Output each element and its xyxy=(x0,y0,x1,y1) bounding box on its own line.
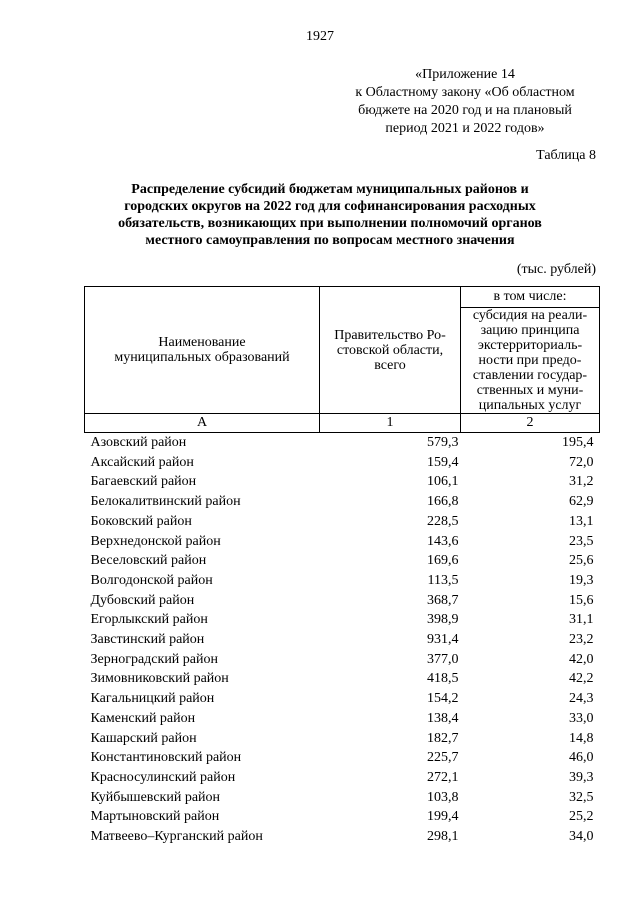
municipality-name-cell: Красносулинский район xyxy=(90,769,236,785)
table-row xyxy=(85,689,600,709)
subsidy-amount-cell: 24,3 xyxy=(569,691,594,707)
subsidy-amount-cell: 46,0 xyxy=(569,750,594,766)
municipality-name-cell: Куйбышевский район xyxy=(90,789,221,805)
total-amount-cell: 143,6 xyxy=(427,533,459,549)
subsidy-amount-cell: 25,2 xyxy=(569,809,594,825)
table-row xyxy=(85,610,600,630)
table-row xyxy=(85,551,600,571)
table-header xyxy=(85,287,600,433)
header-line: всего xyxy=(374,357,406,373)
header-line: зацию принципа xyxy=(480,323,580,338)
table-row xyxy=(85,630,600,650)
municipality-name-cell: Верхнедонской район xyxy=(90,533,221,549)
table-row xyxy=(85,748,600,768)
total-amount-cell: 298,1 xyxy=(427,829,459,845)
municipality-name-cell: Егорлыкский район xyxy=(90,612,208,628)
subsidy-amount-cell: 42,0 xyxy=(569,651,594,667)
subsidy-amount-cell: 14,8 xyxy=(569,730,594,746)
appendix-line: период 2021 и 2022 годов» xyxy=(385,121,545,136)
subsidy-amount-cell: 33,0 xyxy=(569,710,594,726)
title-line: местного самоуправления по вопросам местного значения xyxy=(145,233,515,248)
header-municipality-name xyxy=(85,287,320,414)
table-row xyxy=(85,709,600,729)
table-row xyxy=(85,807,600,827)
total-amount-cell: 272,1 xyxy=(427,769,459,785)
subsidy-amount-cell: 13,1 xyxy=(569,513,594,529)
table-row xyxy=(85,453,600,473)
municipality-name-cell: Азовский район xyxy=(90,435,187,450)
table-row xyxy=(85,591,600,611)
municipality-name-cell: Кашарский район xyxy=(90,730,197,746)
table-body xyxy=(85,433,600,847)
municipality-name-cell: Константиновский район xyxy=(90,750,242,766)
total-amount-cell: 199,4 xyxy=(427,809,459,825)
total-amount-cell: 113,5 xyxy=(427,572,459,588)
table-row xyxy=(85,512,600,532)
total-amount-cell: 931,4 xyxy=(427,632,459,648)
header-line: ности при предо- xyxy=(478,353,582,368)
header-line: муниципальных образований xyxy=(114,350,290,365)
municipality-name-cell: Боковский район xyxy=(90,513,192,529)
subsidy-amount-cell: 32,5 xyxy=(569,789,594,805)
header-line: Наименование xyxy=(158,335,246,350)
appendix-line: бюджете на 2020 год и на плановый xyxy=(358,103,572,118)
municipality-name-cell: Каменский район xyxy=(90,710,196,726)
municipality-name-cell: Белокалитвинский район xyxy=(90,494,241,510)
subsidy-amount-cell: 25,6 xyxy=(569,553,594,569)
subsidy-amount-cell: 15,6 xyxy=(569,592,594,608)
table-row xyxy=(85,827,600,847)
header-line: ставлении государ- xyxy=(472,368,588,383)
table-row xyxy=(85,571,600,591)
subsidy-table xyxy=(84,286,600,847)
total-amount-cell: 159,4 xyxy=(427,454,459,470)
municipality-name-cell: Мартыновский район xyxy=(90,809,220,825)
subsidy-amount-cell: 72,0 xyxy=(569,454,594,470)
header-line: Правительство Ро- xyxy=(334,327,446,343)
municipality-name-cell: Веселовский район xyxy=(90,553,207,569)
subsidy-amount-cell: 23,5 xyxy=(569,533,594,549)
table-row xyxy=(85,433,600,453)
total-amount-cell: 368,7 xyxy=(427,592,459,608)
title-line: обязательств, возникающих при выполнении полномочий органов xyxy=(118,216,542,231)
table-row xyxy=(85,768,600,788)
table-row xyxy=(85,492,600,512)
subsidy-amount-cell: 19,3 xyxy=(569,572,594,588)
title-line: городских округов на 2022 год для софинансирования расходных xyxy=(124,199,536,214)
appendix-reference xyxy=(320,66,610,138)
subsidy-amount-cell: 34,0 xyxy=(569,829,594,845)
subsidy-amount-cell: 195,4 xyxy=(562,435,594,450)
subsidy-amount-cell: 42,2 xyxy=(569,671,594,687)
municipality-name-cell: Волгодонской район xyxy=(90,572,213,588)
total-amount-cell: 182,7 xyxy=(427,730,459,746)
page-number: 1927 xyxy=(306,29,334,44)
total-amount-cell: 103,8 xyxy=(427,789,459,805)
total-amount-cell: 228,5 xyxy=(427,513,459,529)
header-line: субсидия на реали- xyxy=(472,308,588,323)
header-line: ственных и муни- xyxy=(476,383,584,398)
header-government-total xyxy=(320,287,461,414)
subsidy-amount-cell: 31,2 xyxy=(569,474,594,490)
total-amount-cell: 418,5 xyxy=(427,671,459,687)
appendix-line: «Приложение 14 xyxy=(415,67,515,82)
municipality-name-cell: Зимовниковский район xyxy=(90,671,229,687)
table-row xyxy=(85,788,600,808)
table-row xyxy=(85,729,600,749)
header-line: экстерриториаль- xyxy=(477,338,583,353)
municipality-name-cell: Аксайский район xyxy=(90,454,194,470)
total-amount-cell: 106,1 xyxy=(427,474,459,490)
municipality-name-cell: Дубовский район xyxy=(90,592,195,608)
appendix-line: к Областному закону «Об областном xyxy=(355,85,575,100)
total-amount-cell: 166,8 xyxy=(427,494,459,510)
table-row xyxy=(85,650,600,670)
subsidy-amount-cell: 62,9 xyxy=(569,494,594,510)
total-amount-cell: 154,2 xyxy=(427,691,459,707)
table-row xyxy=(85,669,600,689)
header-line: ципальных услуг xyxy=(478,398,582,413)
table-row xyxy=(85,472,600,492)
total-amount-cell: 169,6 xyxy=(427,553,459,569)
total-amount-cell: 398,9 xyxy=(427,612,459,628)
total-amount-cell: 138,4 xyxy=(427,710,459,726)
units-label: (тыс. рублей) xyxy=(516,262,596,277)
header-including: в том числе: xyxy=(461,287,600,308)
total-amount-cell: 225,7 xyxy=(427,750,459,766)
municipality-name-cell: Зерноградский район xyxy=(90,651,218,667)
title-line: Распределение субсидий бюджетам муниципальных районов и xyxy=(131,182,529,197)
municipality-name-cell: Завстинский район xyxy=(90,632,205,648)
total-amount-cell: 377,0 xyxy=(427,651,459,667)
municipality-name-cell: Багаевский район xyxy=(90,474,197,490)
total-amount-cell: 579,3 xyxy=(427,435,459,450)
subsidy-amount-cell: 23,2 xyxy=(569,632,594,648)
table-number: Таблица 8 xyxy=(536,148,596,163)
subsidy-amount-cell: 39,3 xyxy=(569,769,594,785)
municipality-name-cell: Кагальницкий район xyxy=(90,691,215,707)
header-line: стовской области, xyxy=(336,342,444,358)
table-row xyxy=(85,532,600,552)
column-index-1: 1 xyxy=(320,414,461,433)
column-index-a: А xyxy=(85,414,320,433)
column-index-2: 2 xyxy=(461,414,600,433)
municipality-name-cell: Матвеево–Курганский район xyxy=(90,829,263,845)
document-title xyxy=(70,181,590,249)
subsidy-amount-cell: 31,1 xyxy=(569,612,594,628)
header-subsidy xyxy=(461,308,600,414)
